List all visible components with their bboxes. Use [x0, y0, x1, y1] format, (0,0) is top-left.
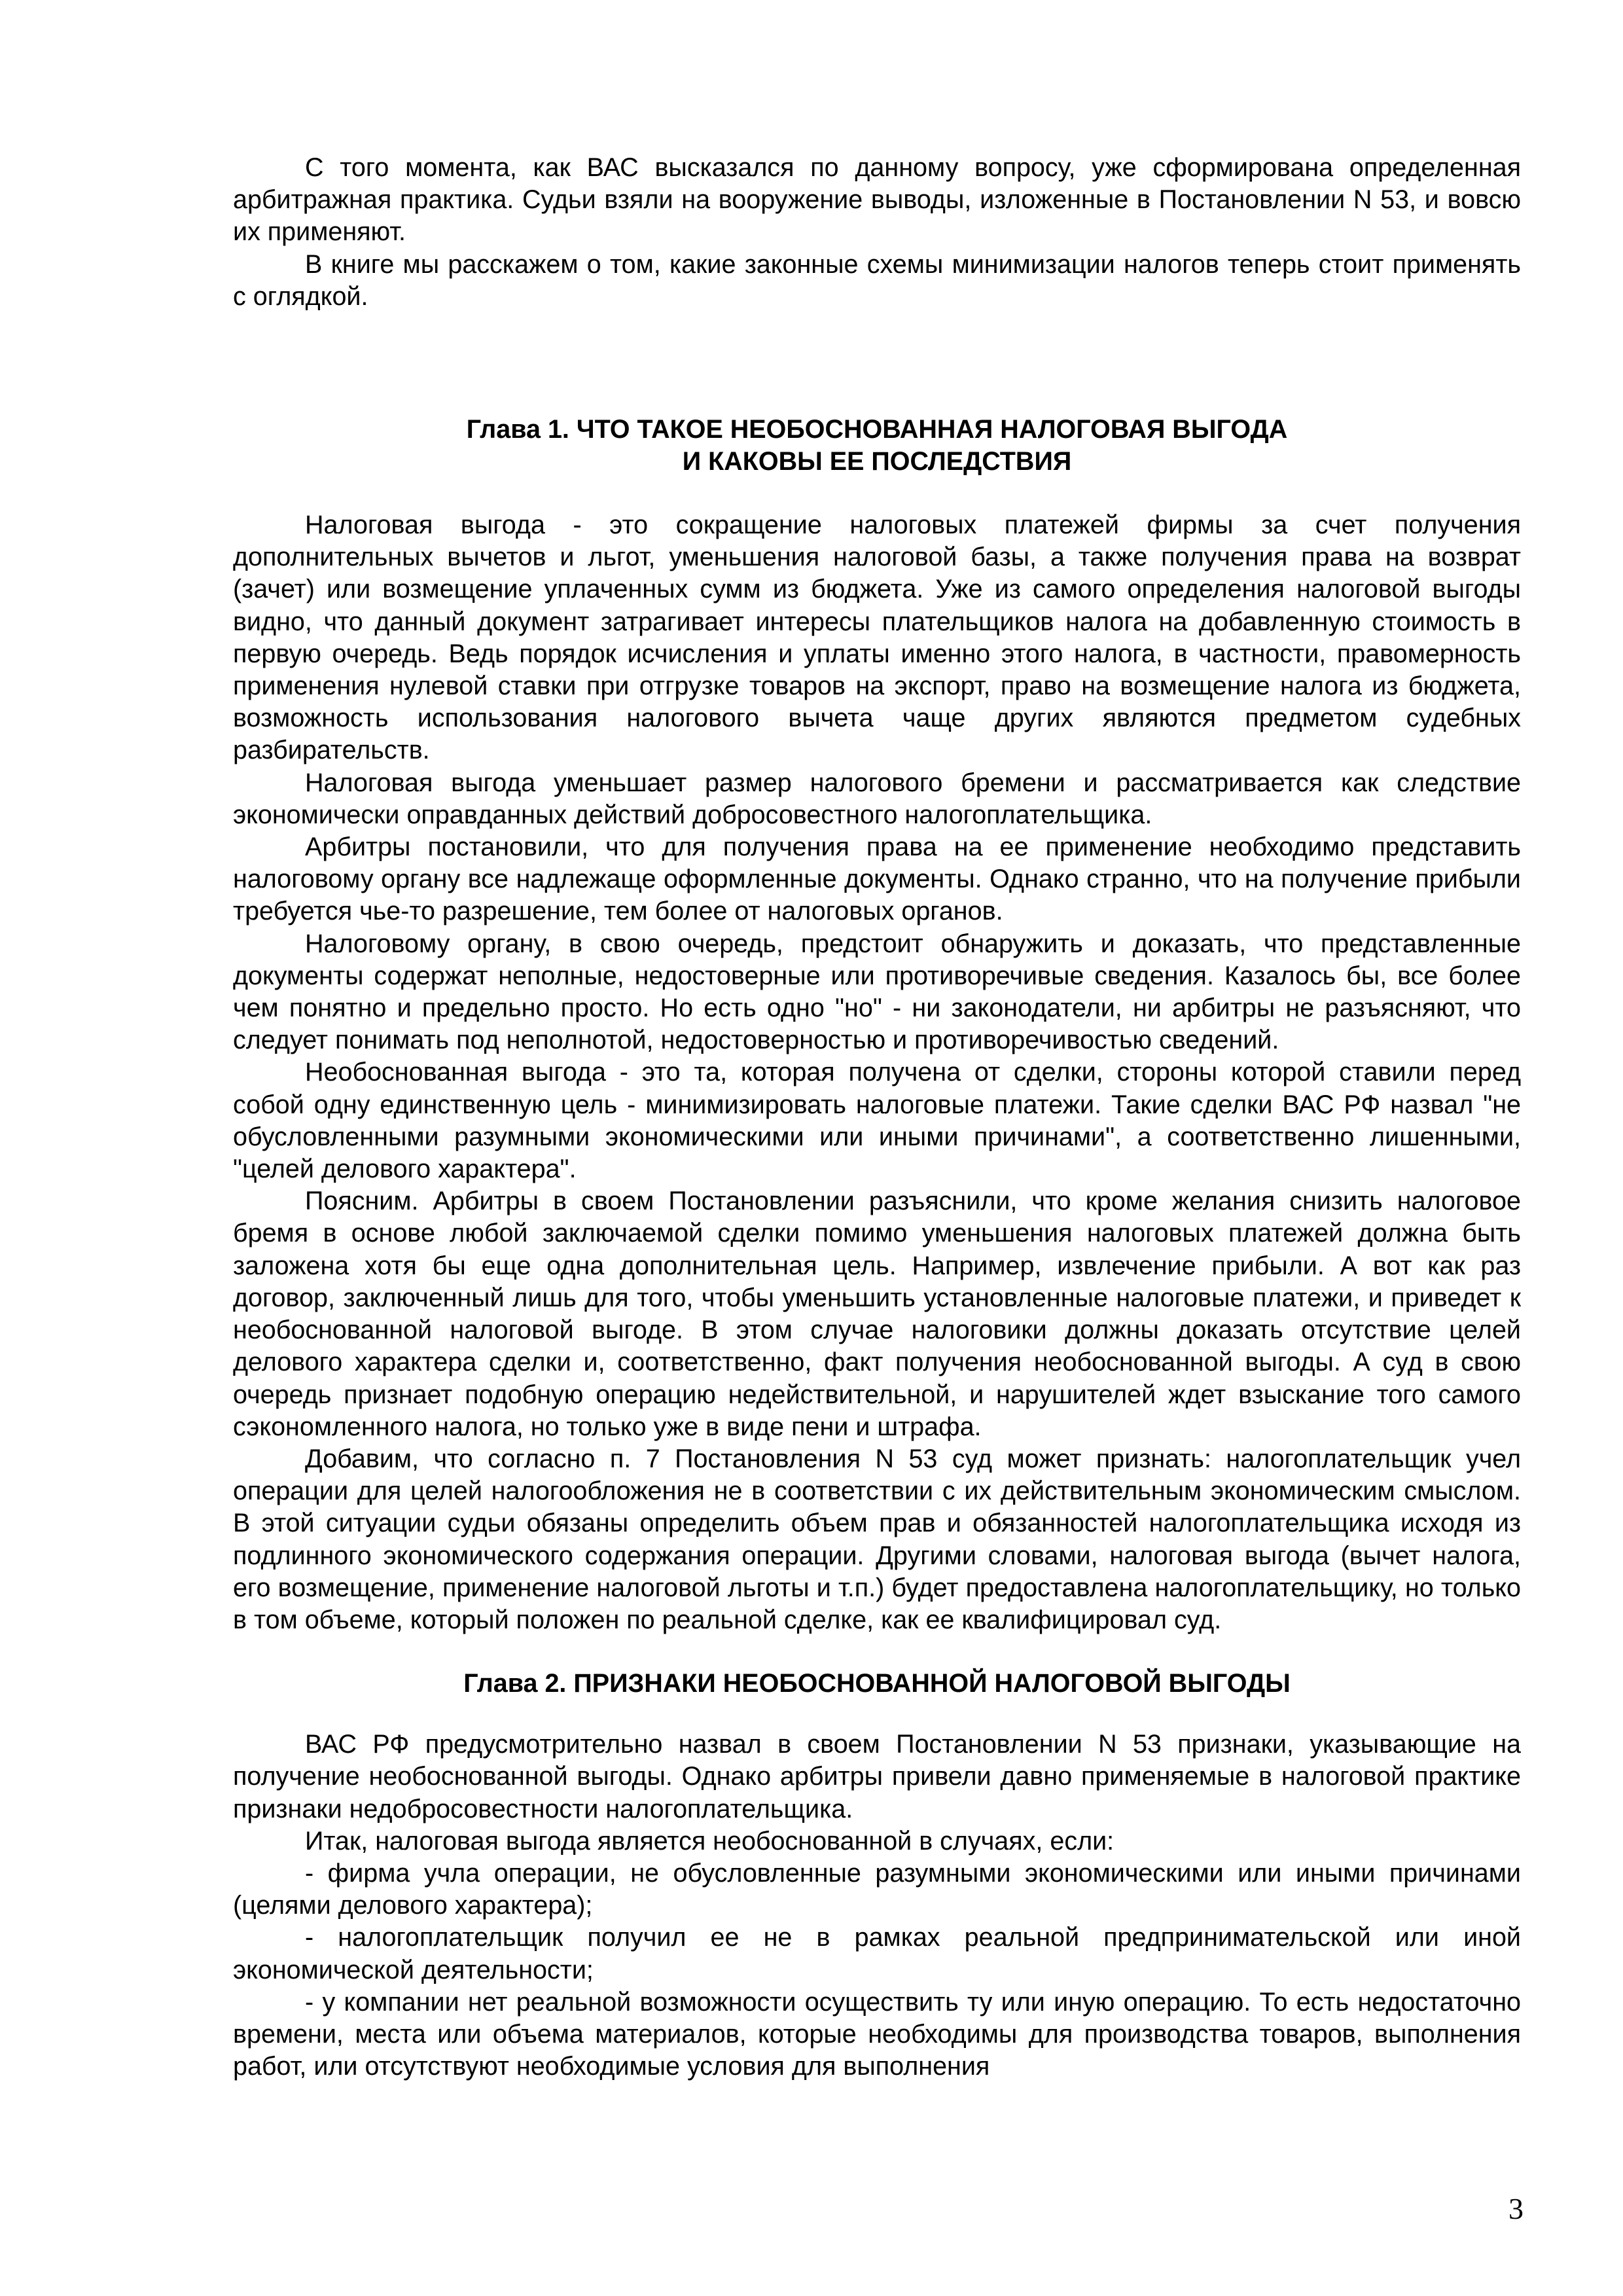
document-page [233, 152, 1521, 2083]
intro-paragraph-1: С того момента, как ВАС высказался по данному вопросу, уже сформирована определенная арбитражная практика. Судьи взяли на вооружение выводы, изложенные в Постановлении N 53, и вовсю их применяют. [233, 153, 1521, 247]
chapter-2-list-item-2: - налогоплательщик получил ее не в рамках реальной предпринимательской или иной экономической деятельности; [233, 1923, 1521, 1984]
chapter-2-heading: Глава 2. ПРИЗНАКИ НЕОБОСНОВАННОЙ НАЛОГОВОЙ ВЫГОДЫ [463, 1669, 1291, 1698]
chapter-1-heading [233, 414, 1521, 478]
chapter-1-paragraph-2: Налоговая выгода уменьшает размер налогового бремени и рассматривается как следствие экономически оправданных действий добросовестного налогоплательщика. [233, 768, 1521, 829]
chapter-1-paragraph-3: Арбитры постановили, что для получения права на ее применение необходимо представить налоговому органу все надлежаще оформленные документы. Однако странно, что на получение прибыли требуется чье-то разрешение, тем более от налоговых органов. [233, 833, 1521, 926]
intro-paragraph-2: В книге мы расскажем о том, какие законные схемы минимизации налогов теперь стоит применять с оглядкой. [233, 249, 1521, 311]
chapter-2-paragraph-1: ВАС РФ предусмотрительно назвал в своем Постановлении N 53 признаки, указывающие на получение необоснованной выгоды. Однако арбитры привели давно применяемые в налоговой практике признаки недобросовестности налогоплательщика. [233, 1730, 1521, 1823]
chapter-2-paragraph-2: Итак, налоговая выгода является необоснованной в случаях, если: [305, 1826, 1115, 1856]
chapter-1-paragraph-1: Налоговая выгода - это сокращение налоговых платежей фирмы за счет получения дополнительных вычетов и льгот, уменьшения налоговой базы, а также получения права на возврат (зачет) или возмещение уплаченных сумм из бюджета. Уже из самого определения налоговой выгоды видно, что данный документ затрагивает интересы плательщиков налога на добавленную стоимость в первую очередь. Ведь порядок исчисления и уплаты именно этого налога, в частности, правомерность применения нулевой ставки при отгрузке товаров на экспорт, право на возмещение налога из бюджета, возможность использования налогового вычета чаще других являются предметом судебных разбирательств. [233, 511, 1521, 765]
chapter-1-paragraph-5: Необоснованная выгода - это та, которая получена от сделки, стороны которой ставили перед собой одну единственную цель - минимизировать налоговые платежи. Такие сделки ВАС РФ назвал "не обусловленными разумными экономическими или иными причинами", а соответственно лишенными, "целей делового характера". [233, 1058, 1521, 1184]
chapter-1-paragraph-7: Добавим, что согласно п. 7 Постановления N 53 суд может признать: налогоплательщик учел операции для целей налогообложения не в соответствии с их действительным экономическим смыслом. В этой ситуации судьи обязаны определить объем прав и обязанностей налогоплательщика исходя из подлинного экономического содержания операции. Другими словами, налоговая выгода (вычет налога, его возмещение, применение налоговой льготы и т.п.) будет предоставлена налогоплательщику, но только в том объеме, который положен по реальной сделке, как ее квалифицировал суд. [233, 1444, 1521, 1634]
chapter-2-list-item-3: - у компании нет реальной возможности осуществить ту или иную операцию. То есть недостаточно времени, места или объема материалов, которые необходимы для производства товаров, выполнения работ, или отсутствуют необходимые условия для выполнения [233, 1987, 1521, 2081]
chapter-2-list-item-1: - фирма учла операции, не обусловленные разумными экономическими или иными причинами (целями делового характера); [233, 1858, 1521, 1920]
page-number: 3 [1508, 2192, 1524, 2225]
chapter-1-title-line-2: И КАКОВЫ ЕЕ ПОСЛЕДСТВИЯ [682, 447, 1072, 476]
chapter-1-paragraph-4: Налоговому органу, в свою очередь, предстоит обнаружить и доказать, что представленные документы содержат неполные, недостоверные или противоречивые сведения. Казалось бы, все более чем понятно и предельно просто. Но есть одно "но" - ни законодатели, ни арбитры не разъясняют, что следует понимать под неполнотой, недостоверностью и противоречивостью сведений. [233, 929, 1521, 1055]
chapter-1-paragraph-6: Поясним. Арбитры в своем Постановлении разъяснили, что кроме желания снизить налоговое бремя в основе любой заключаемой сделки помимо уменьшения налоговых платежей должна быть заложена хотя бы еще одна дополнительная цель. Например, извлечение прибыли. А вот как раз договор, заключенный лишь для того, чтобы уменьшить установленные налоговые платежи, и приведет к необоснованной налоговой выгоде. В этом случае налоговики должны доказать отсутствие целей делового характера сделки и, соответственно, факт получения необоснованной выгоды. А суд в свою очередь признает подобную операцию недействительной, и нарушителей ждет взыскание того самого сэкономленного налога, но только уже в виде пени и штрафа. [233, 1187, 1521, 1441]
chapter-1-title-line-1: Глава 1. ЧТО ТАКОЕ НЕОБОСНОВАННАЯ НАЛОГОВАЯ ВЫГОДА [466, 415, 1288, 444]
